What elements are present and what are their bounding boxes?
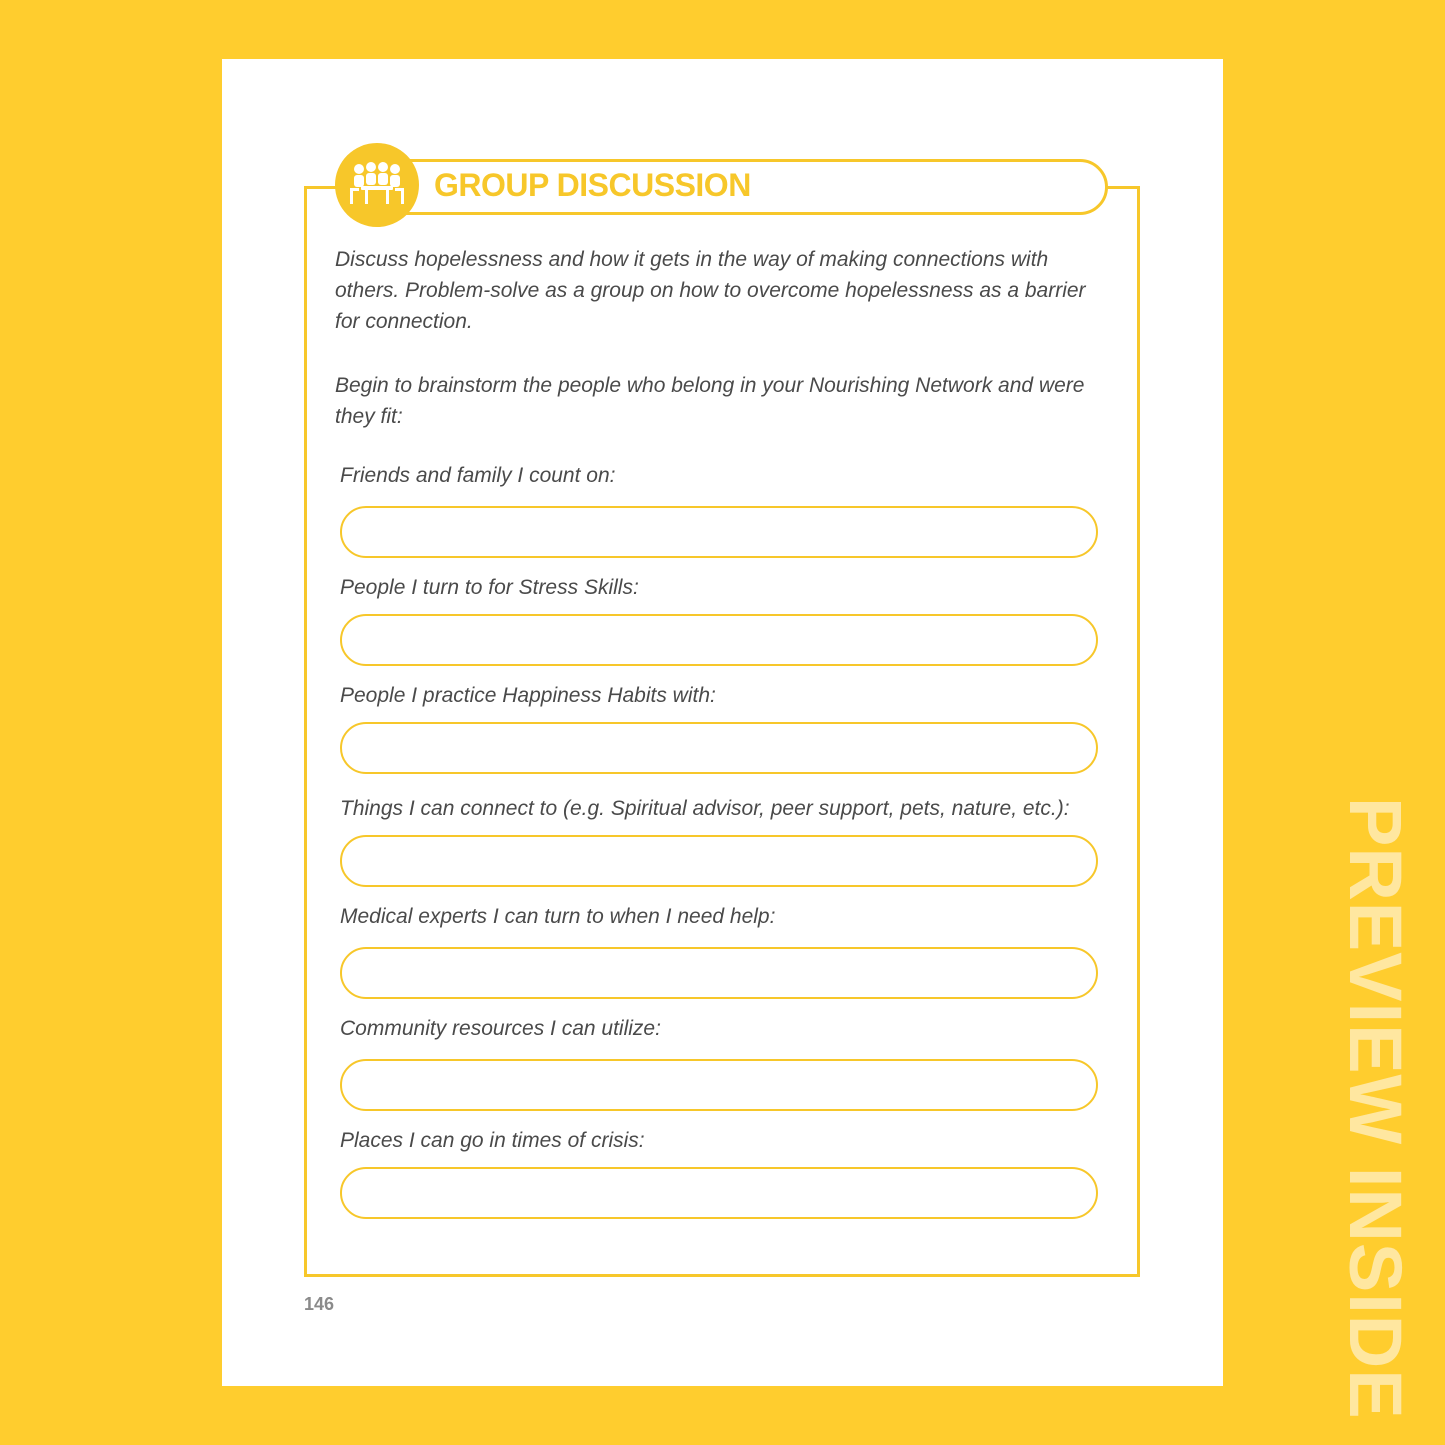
field-label-friends-family: Friends and family I count on: bbox=[340, 464, 616, 487]
field-label-happiness-habits: People I practice Happiness Habits with: bbox=[340, 684, 716, 707]
intro-paragraph: Discuss hopelessness and how it gets in the way of making connections with others. Problem-solve as a group on how to overcome hopelessness as a barrier for connection. bbox=[335, 248, 1086, 333]
instruction-paragraph: Begin to brainstorm the people who belong in your Nourishing Network and were they fit: bbox=[335, 374, 1085, 428]
field-label-things-connect: Things I can connect to (e.g. Spiritual advisor, peer support, pets, nature, etc.): bbox=[340, 797, 1070, 820]
input-things-connect[interactable] bbox=[340, 835, 1098, 887]
field-label-crisis-places: Places I can go in times of crisis: bbox=[340, 1129, 645, 1152]
worksheet-page bbox=[222, 59, 1223, 1386]
group-meeting-icon bbox=[335, 143, 419, 227]
input-happiness-habits[interactable] bbox=[340, 722, 1098, 774]
input-medical-experts[interactable] bbox=[340, 947, 1098, 999]
preview-watermark: PREVIEW INSIDE bbox=[1334, 797, 1417, 1420]
field-label-community-resources: Community resources I can utilize: bbox=[340, 1017, 661, 1040]
page-number: 146 bbox=[304, 1294, 335, 1314]
section-title: GROUP DISCUSSION bbox=[434, 167, 751, 203]
field-label-stress-skills: People I turn to for Stress Skills: bbox=[340, 576, 639, 599]
field-label-medical-experts: Medical experts I can turn to when I need help: bbox=[340, 905, 776, 928]
input-community-resources[interactable] bbox=[340, 1059, 1098, 1111]
input-crisis-places[interactable] bbox=[340, 1167, 1098, 1219]
input-stress-skills[interactable] bbox=[340, 614, 1098, 666]
input-friends-family[interactable] bbox=[340, 506, 1098, 558]
